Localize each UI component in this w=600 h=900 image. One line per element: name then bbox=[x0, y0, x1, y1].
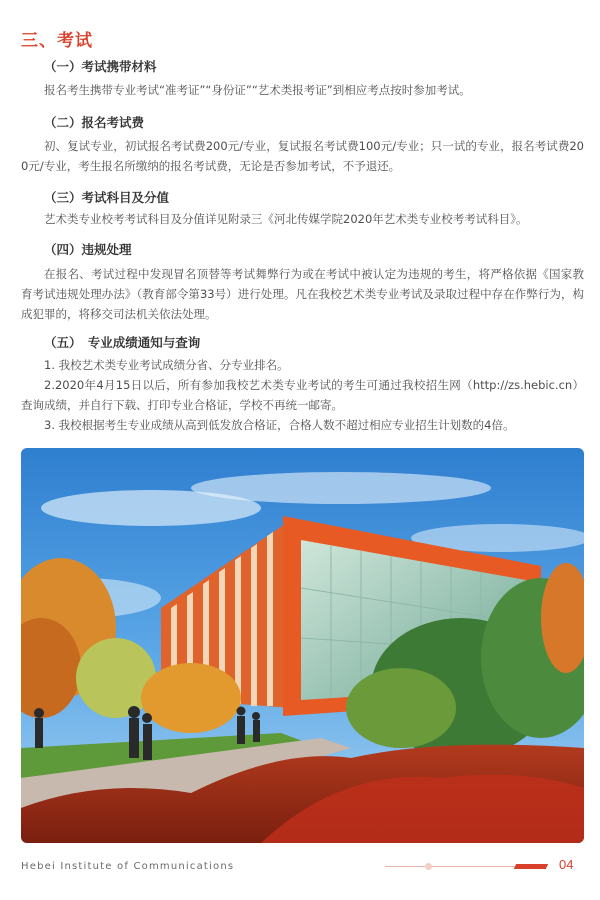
footer-dot-icon bbox=[425, 863, 432, 870]
paragraph-fees: 初、复试专业，初试报名考试费200元/专业，复试报名考试费100元/专业；只一试的专业，报名考试费200元/专业，考生报名所缴纳的报名考试费，无论是否参加考试，不予退还。 bbox=[21, 139, 584, 173]
footer-divider bbox=[385, 866, 515, 867]
footer-accent-bar bbox=[514, 864, 548, 869]
paragraph-subjects: 艺术类专业校考考试科目及分值详见附录三《河北传媒学院2020年艺术类专业校考考试科目》。 bbox=[44, 212, 528, 226]
subsection-heading-subjects: （三）考试科目及分值 bbox=[44, 190, 170, 205]
paragraph-results-1: 1. 我校艺术类专业考试成绩分省、分专业排名。 bbox=[44, 358, 289, 372]
subsection-heading-fees: （二）报名考试费 bbox=[44, 115, 145, 130]
section-title: 三、考试 bbox=[21, 31, 93, 51]
subsection-heading-materials: （一）考试携带材料 bbox=[44, 59, 157, 74]
subsection-heading-results: （五） 专业成绩通知与查询 bbox=[44, 335, 201, 350]
paragraph-materials: 报名考生携带专业考试“准考证”“身份证”“艺术类报考证”到相应考点按时参加考试。 bbox=[44, 83, 471, 97]
paragraph-results-2: 2.2020年4月15日以后，所有参加我校艺术类专业考试的考生可通过我校招生网（http://zs.hebic.cn）查询成绩，并自行下载、打印专业合格证，学校不再统一邮寄。 bbox=[21, 378, 584, 412]
footer-institution-name: Hebei Institute of Communications bbox=[21, 861, 235, 872]
campus-photo bbox=[21, 448, 584, 843]
paragraph-results-3: 3. 我校根据考生专业成绩从高到低发放合格证，合格人数不超过相应专业招生计划数的4倍。 bbox=[44, 418, 515, 432]
subsection-heading-violations: （四）违规处理 bbox=[44, 242, 132, 257]
paragraph-violations: 在报名、考试过程中发现冒名顶替等考试舞弊行为或在考试中被认定为违规的考生，将严格依据《国家教育考试违规处理办法》（教育部令第33号）进行处理。凡在我校艺术类专业考试及录取过程中存在作弊行为，构成犯罪的，将移交司法机关依法处理。 bbox=[21, 267, 584, 321]
page-number: 04 bbox=[559, 857, 574, 872]
